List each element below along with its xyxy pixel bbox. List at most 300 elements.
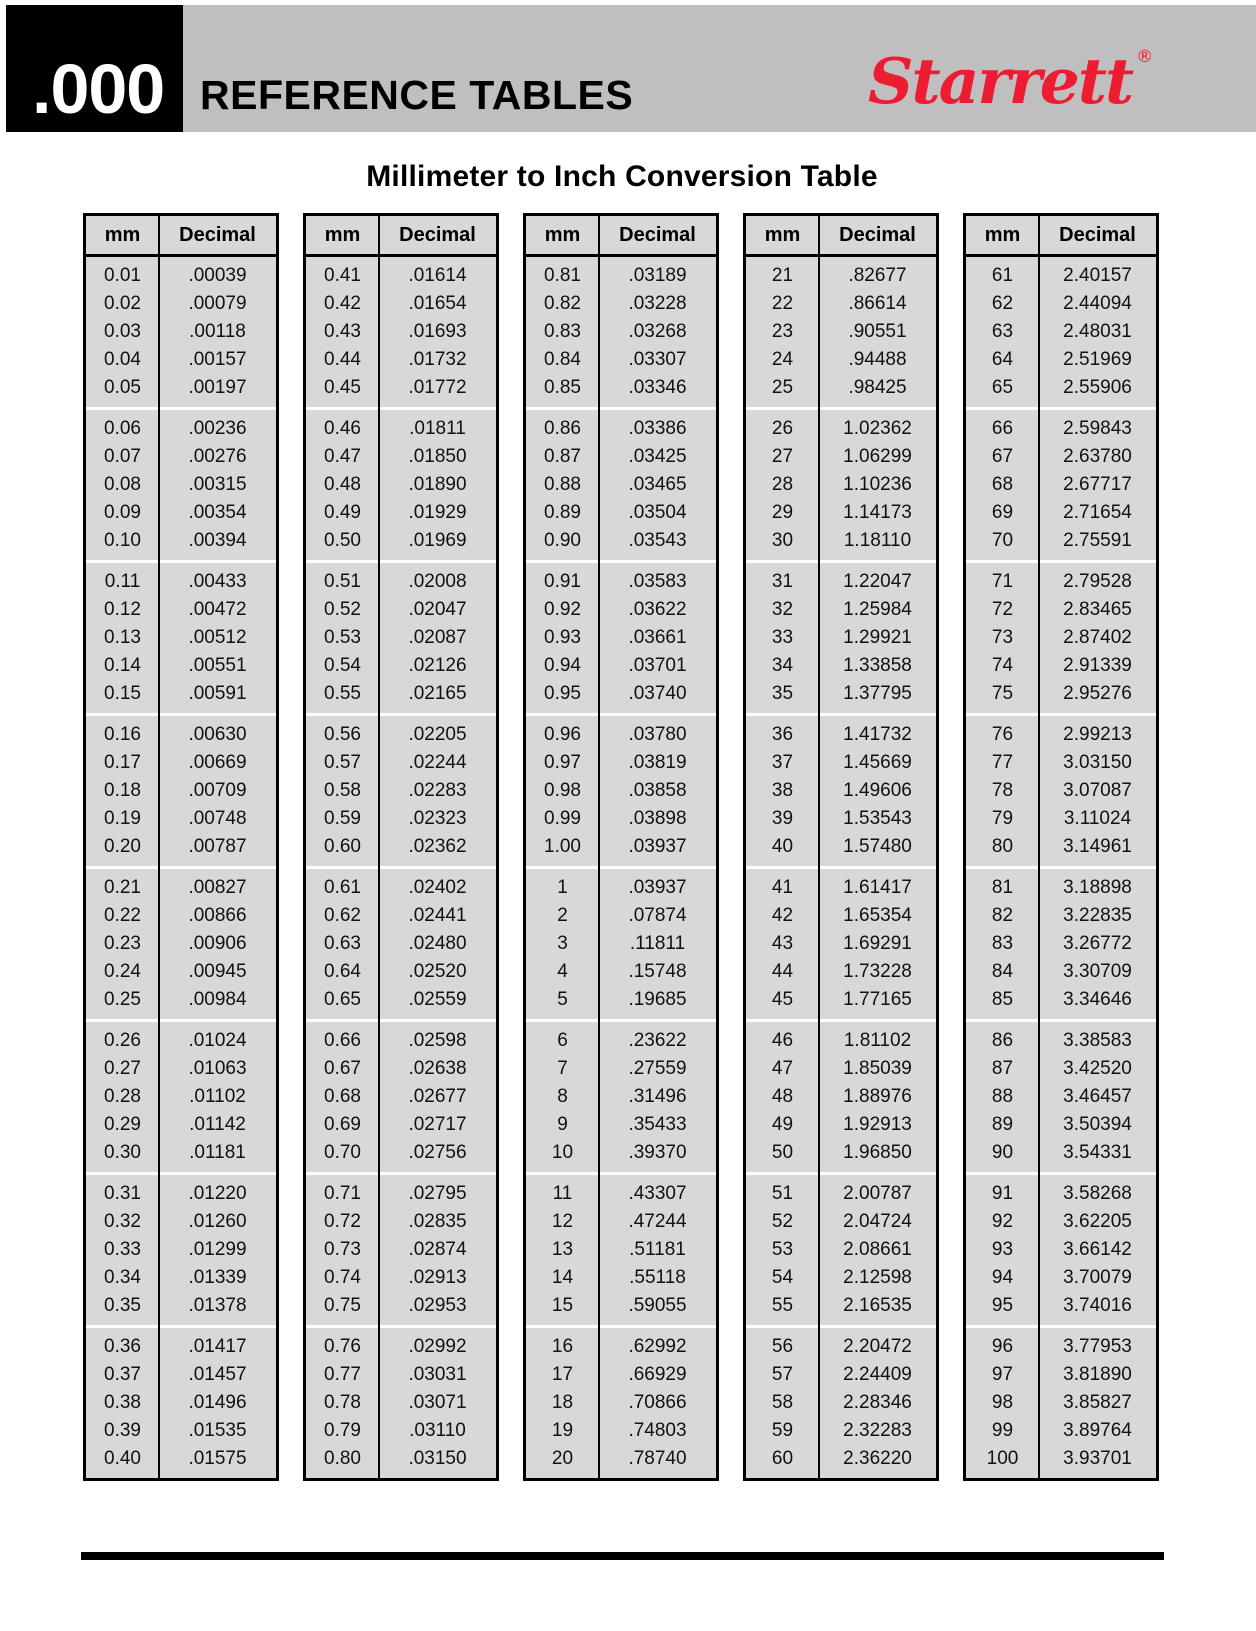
table-row [966,1208,1156,1236]
mm-value: 50 [771,1142,794,1163]
table-group [526,563,716,713]
decimal-value: 3.74016 [1063,1295,1132,1316]
table-header-row [306,216,496,257]
table-row [746,568,936,596]
mm-value: 0.35 [104,1295,141,1316]
mm-value: 49 [771,1114,794,1135]
decimal-value: .02480 [408,933,467,954]
mm-value: 27 [771,446,794,467]
table-row [526,568,716,596]
decimal-value: .00827 [188,877,247,898]
decimal-value: .00197 [188,377,247,398]
table-row [966,805,1156,833]
decimal-value: .00551 [188,655,247,676]
table-row [526,290,716,318]
decimal-value: .01378 [188,1295,247,1316]
table-row [966,874,1156,902]
mm-value: 0.99 [544,808,581,829]
decimal-value: 3.81890 [1063,1364,1132,1385]
mm-value: 0.32 [104,1211,141,1232]
table-row [746,874,936,902]
decimal-value: .00315 [188,474,247,495]
table-row [966,471,1156,499]
table-group [86,869,276,1019]
decimal-value: .00276 [188,446,247,467]
mm-column-header: mm [764,223,801,246]
mm-value: 0.79 [324,1420,361,1441]
decimal-value: 3.85827 [1063,1392,1132,1413]
decimal-value: 3.22835 [1063,905,1132,926]
decimal-value: 1.92913 [843,1114,912,1135]
decimal-value: 3.11024 [1063,808,1132,829]
table-row [526,624,716,652]
mm-value: 59 [771,1420,794,1441]
mm-value: 55 [771,1295,794,1316]
table-row [306,1417,496,1445]
decimal-value: 3.03150 [1063,752,1132,773]
table-row [86,930,276,958]
column-divider [818,216,820,1478]
decimal-value: .00118 [189,321,246,342]
mm-value: 47 [771,1058,794,1079]
decimal-value: 1.49606 [843,780,912,801]
table-row [86,680,276,708]
table-row [86,262,276,290]
mm-value: 2 [557,905,568,926]
decimal-value: .02992 [408,1336,467,1357]
decimal-value: 2.16535 [843,1295,912,1316]
table-row [86,1055,276,1083]
table-row [526,1111,716,1139]
mm-value: 69 [991,502,1014,523]
mm-value: 0.60 [324,836,361,857]
table-row [746,596,936,624]
table-row [966,290,1156,318]
decimal-value: .02520 [408,961,467,982]
table-row [86,1292,276,1320]
table-group [526,1328,716,1478]
mm-value: 0.57 [324,752,361,773]
mm-value: 45 [771,989,794,1010]
mm-value: 0.04 [104,349,141,370]
table-row [526,1055,716,1083]
decimal-value: 2.28346 [843,1392,912,1413]
conversion-tables [83,213,1159,1481]
mm-value: 33 [771,627,794,648]
mm-value: 57 [771,1364,794,1385]
table-row [526,374,716,402]
decimal-value: .01220 [188,1183,247,1204]
table-row [526,1361,716,1389]
decimal-value: .01102 [189,1086,246,1107]
mm-value: 0.67 [324,1058,361,1079]
mm-value: 13 [551,1239,574,1260]
decimal-value: .01142 [189,1114,246,1135]
mm-value: 75 [991,683,1014,704]
decimal-value: .00512 [188,627,247,648]
header-bar [6,5,1256,132]
decimal-value: .94488 [848,349,907,370]
table-row [746,346,936,374]
table-row [966,1111,1156,1139]
decimal-value: .43307 [628,1183,687,1204]
decimal-value: .00039 [188,265,247,286]
mm-value: 0.94 [544,655,581,676]
registered-trademark-icon: ® [1136,47,1154,67]
table-header-row [86,216,276,257]
section-tab [6,5,183,132]
mm-value: 0.44 [324,349,361,370]
mm-value: 0.69 [324,1114,361,1135]
table-group [306,563,496,713]
table-row [526,652,716,680]
table-row [86,1180,276,1208]
table-row [306,1208,496,1236]
mm-value: 0.29 [104,1114,141,1135]
mm-value: 0.09 [104,502,141,523]
mm-value: 0.06 [104,418,141,439]
decimal-value: .02953 [408,1295,467,1316]
mm-value: 96 [991,1336,1014,1357]
mm-value: 0.73 [324,1239,361,1260]
decimal-value: .02283 [408,780,467,801]
mm-value: 0.51 [324,571,361,592]
mm-value: 0.30 [104,1142,141,1163]
decimal-column-header: Decimal [399,223,476,246]
mm-value: 0.45 [324,377,361,398]
table-row [966,1389,1156,1417]
table-row [86,833,276,861]
table-group [306,716,496,866]
mm-value: 15 [551,1295,574,1316]
mm-value: 77 [991,752,1014,773]
mm-value: 84 [991,961,1014,982]
mm-value: 1.00 [544,836,581,857]
table-row [526,680,716,708]
mm-value: 0.86 [544,418,581,439]
table-row [746,1361,936,1389]
table-row [86,1361,276,1389]
starrett-logo-text: Starrett [868,43,1133,118]
mm-value: 5 [557,989,568,1010]
decimal-value: 2.32283 [843,1420,912,1441]
table-row [306,290,496,318]
mm-value: 0.42 [324,293,361,314]
decimal-value: 2.08661 [843,1239,912,1260]
table-row [746,958,936,986]
decimal-value: 1.65354 [843,905,912,926]
column-divider [1038,216,1040,1478]
table-group [86,410,276,560]
decimal-value: 2.67717 [1063,474,1132,495]
table-row [86,902,276,930]
table-row [966,833,1156,861]
mm-value: 25 [771,377,794,398]
mm-value: 0.72 [324,1211,361,1232]
table-row [306,1445,496,1473]
table-row [966,1236,1156,1264]
table-group [526,257,716,407]
table-group [306,257,496,407]
table-row [966,262,1156,290]
conversion-table-2 [303,213,499,1481]
table-row [746,415,936,443]
decimal-column-header: Decimal [1059,223,1136,246]
mm-value: 0.95 [544,683,581,704]
conversion-table-3 [523,213,719,1481]
table-row [966,1083,1156,1111]
table-row [86,777,276,805]
table-row [306,1333,496,1361]
mm-column-header: mm [324,223,361,246]
table-row [86,1111,276,1139]
table-row [966,346,1156,374]
mm-value: 0.83 [544,321,581,342]
mm-value: 91 [991,1183,1014,1204]
table-row [306,1236,496,1264]
decimal-value: .03661 [628,627,687,648]
decimal-value: .02717 [408,1114,467,1135]
decimal-value: 2.99213 [1063,724,1132,745]
decimal-value: 3.66142 [1063,1239,1132,1260]
mm-value: 0.15 [104,683,141,704]
table-row [306,1361,496,1389]
mm-value: 34 [771,655,794,676]
decimal-value: .02126 [408,655,467,676]
mm-value: 42 [771,905,794,926]
decimal-value: 3.50394 [1063,1114,1132,1135]
table-row [306,568,496,596]
decimal-value: .01181 [189,1142,246,1163]
table-row [746,1111,936,1139]
table-group [86,563,276,713]
table-row [306,1027,496,1055]
mm-value: 83 [991,933,1014,954]
decimal-value: .01969 [408,530,467,551]
table-row [526,443,716,471]
decimal-value: 1.81102 [843,1030,912,1051]
table-row [966,1333,1156,1361]
table-group [746,1175,936,1325]
table-row [86,499,276,527]
table-row [306,986,496,1014]
table-group [966,1328,1156,1478]
decimal-value: .00906 [188,933,247,954]
conversion-table-1 [83,213,279,1481]
decimal-value: 1.53543 [843,808,912,829]
table-row [86,1027,276,1055]
mm-value: 0.97 [544,752,581,773]
decimal-value: 3.14961 [1063,836,1132,857]
mm-value: 0.55 [324,683,361,704]
table-row [306,499,496,527]
table-row [966,624,1156,652]
table-row [526,471,716,499]
table-row [746,318,936,346]
table-row [746,721,936,749]
mm-value: 0.87 [544,446,581,467]
decimal-value: .51181 [629,1239,686,1260]
mm-value: 0.20 [104,836,141,857]
table-group [306,869,496,1019]
table-row [86,415,276,443]
mm-value: 89 [991,1114,1014,1135]
table-row [306,902,496,930]
decimal-value: .02323 [408,808,467,829]
table-row [86,1083,276,1111]
mm-value: 0.91 [544,571,581,592]
table-row [526,749,716,777]
table-group [306,1022,496,1172]
decimal-value: .02756 [408,1142,467,1163]
mm-value: 63 [991,321,1014,342]
table-row [966,443,1156,471]
decimal-value: .03780 [628,724,687,745]
mm-value: 0.90 [544,530,581,551]
table-row [306,471,496,499]
table-group [86,1022,276,1172]
table-row [306,1139,496,1167]
decimal-value: 1.25984 [843,599,912,620]
decimal-value: .03228 [628,293,687,314]
mm-value: 3 [557,933,568,954]
table-row [86,1445,276,1473]
decimal-value: 1.88976 [843,1086,912,1107]
decimal-value: .01339 [188,1267,247,1288]
table-group [966,716,1156,866]
mm-value: 0.24 [104,961,141,982]
decimal-value: 1.29921 [843,627,912,648]
section-tab-code: .000 [32,49,165,128]
decimal-value: .03937 [628,836,687,857]
decimal-value: 3.07087 [1063,780,1132,801]
table-row [526,1208,716,1236]
table-row [86,1208,276,1236]
mm-value: 0.22 [104,905,141,926]
table-row [526,874,716,902]
table-row [306,443,496,471]
mm-column-header: mm [544,223,581,246]
table-group [746,869,936,1019]
table-row [86,1333,276,1361]
mm-value: 62 [991,293,1014,314]
mm-value: 0.71 [324,1183,361,1204]
decimal-value: 2.59843 [1063,418,1132,439]
table-row [746,1236,936,1264]
mm-value: 43 [771,933,794,954]
table-row [746,1292,936,1320]
table-row [86,471,276,499]
decimal-value: .03110 [409,1420,466,1441]
mm-value: 79 [991,808,1014,829]
decimal-value: .27559 [628,1058,687,1079]
decimal-value: .03701 [628,655,687,676]
decimal-value: .82677 [848,265,907,286]
table-row [966,1139,1156,1167]
decimal-value: .74803 [628,1420,687,1441]
table-row [526,1083,716,1111]
decimal-value: 1.85039 [843,1058,912,1079]
mm-value: 0.13 [104,627,141,648]
mm-value: 4 [557,961,568,982]
decimal-value: 1.45669 [843,752,912,773]
conversion-table-5 [963,213,1159,1481]
mm-value: 58 [771,1392,794,1413]
decimal-value: .02441 [408,905,467,926]
decimal-value: .02598 [408,1030,467,1051]
mm-value: 0.07 [104,446,141,467]
decimal-value: 1.57480 [843,836,912,857]
table-row [966,1417,1156,1445]
mm-value: 51 [771,1183,794,1204]
decimal-value: 3.93701 [1063,1448,1132,1469]
decimal-value: 2.55906 [1063,377,1132,398]
table-row [966,1180,1156,1208]
mm-value: 17 [551,1364,574,1385]
table-row [966,1027,1156,1055]
mm-value: 0.82 [544,293,581,314]
mm-value: 7 [557,1058,568,1079]
decimal-value: .00394 [188,530,247,551]
decimal-value: .03386 [628,418,687,439]
decimal-value: 1.69291 [843,933,912,954]
decimal-value: 1.61417 [843,877,912,898]
mm-value: 76 [991,724,1014,745]
table-row [746,471,936,499]
table-row [746,1417,936,1445]
table-row [86,1236,276,1264]
mm-value: 0.96 [544,724,581,745]
mm-value: 99 [991,1420,1014,1441]
mm-value: 36 [771,724,794,745]
mm-value: 40 [771,836,794,857]
mm-value: 68 [991,474,1014,495]
mm-value: 98 [991,1392,1014,1413]
decimal-value: 1.14173 [843,502,912,523]
table-row [746,805,936,833]
table-row [306,415,496,443]
decimal-value: 2.04724 [843,1211,912,1232]
decimal-value: 2.40157 [1063,265,1132,286]
mm-value: 0.49 [324,502,361,523]
table-row [306,777,496,805]
mm-value: 65 [991,377,1014,398]
table-row [526,1417,716,1445]
table-row [746,777,936,805]
table-row [966,527,1156,555]
decimal-value: .01693 [408,321,467,342]
decimal-value: 3.54331 [1063,1142,1132,1163]
decimal-column-header: Decimal [839,223,916,246]
mm-value: 0.36 [104,1336,141,1357]
decimal-column-header: Decimal [619,223,696,246]
decimal-value: 3.26772 [1063,933,1132,954]
table-group [966,1022,1156,1172]
decimal-value: .03071 [408,1392,467,1413]
decimal-value: 1.06299 [843,446,912,467]
decimal-value: 2.20472 [843,1336,912,1357]
decimal-value: .00157 [188,349,247,370]
column-divider [598,216,600,1478]
mm-value: 92 [991,1211,1014,1232]
mm-value: 0.66 [324,1030,361,1051]
table-row [966,749,1156,777]
table-row [746,986,936,1014]
decimal-value: .00748 [188,808,247,829]
decimal-value: .01575 [188,1448,247,1469]
mm-value: 0.92 [544,599,581,620]
table-group [746,257,936,407]
